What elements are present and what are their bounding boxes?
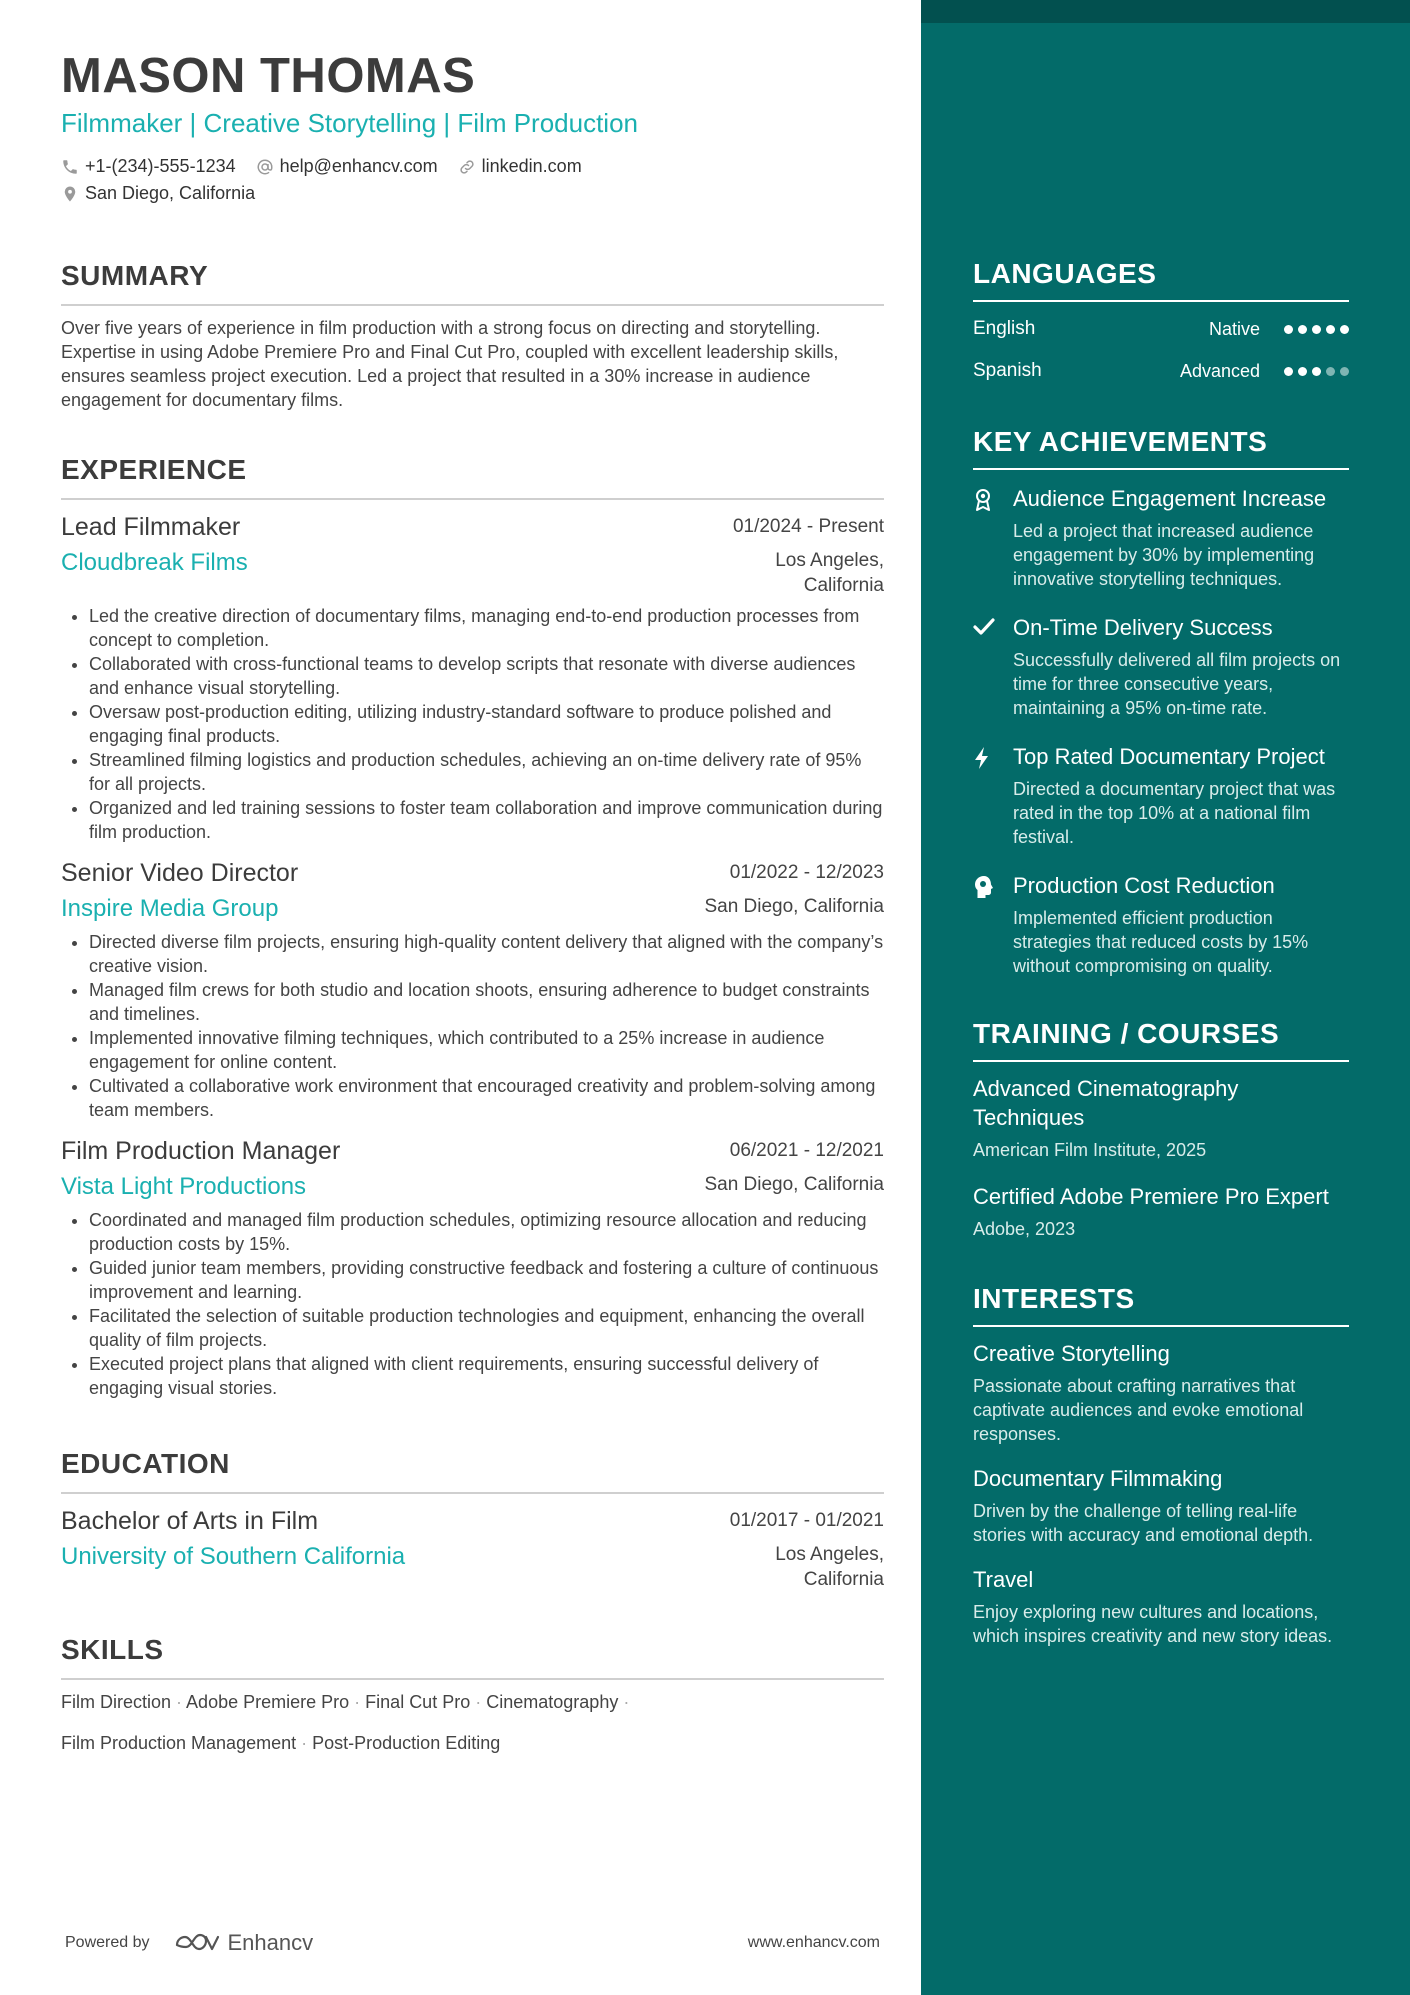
course-provider: Adobe, 2023 bbox=[973, 1219, 1076, 1239]
training-heading: TRAINING / COURSES bbox=[973, 1018, 1280, 1049]
footer bbox=[65, 1930, 880, 1956]
job-entry bbox=[61, 856, 884, 1122]
interest-item bbox=[973, 1565, 1349, 1648]
job-title: Lead Filmmaker bbox=[61, 513, 241, 541]
tagline: Filmmaker | Creative Storytelling | Film Production bbox=[61, 108, 639, 138]
school-name: University of Southern California bbox=[61, 1543, 406, 1570]
bullet-item: • Facilitated the selection of suitable production technologies and equipment, enhancing the overall quality of film projects. bbox=[89, 1304, 884, 1352]
training-section bbox=[973, 1016, 1349, 1241]
achievement-desc: Successfully delivered all film projects on time for three consecutive years, maintaining a 95% on-time rate. bbox=[1013, 650, 1341, 718]
achievement-desc: Directed a documentary project that was rated in the top 10% at a national film festival. bbox=[1013, 779, 1336, 847]
bullet-item: • Guided junior team members, providing constructive feedback and fostering a culture of continuous improvement and learning. bbox=[89, 1256, 884, 1304]
bullet-item: • Oversaw post-production editing, utilizing industry-standard software to produce polished and engaging final products. bbox=[89, 700, 884, 748]
interest-title: Travel bbox=[973, 1567, 1034, 1592]
section-divider bbox=[61, 1678, 884, 1680]
achievement-desc: Implemented efficient production strategies that reduced costs by 15% without compromising on quality. bbox=[1013, 908, 1309, 976]
achievement-title: On-Time Delivery Success bbox=[1013, 615, 1273, 640]
proficiency-dot-filled bbox=[1312, 325, 1321, 334]
education-entry bbox=[61, 1504, 884, 1592]
bullet-item: • Collaborated with cross-functional teams to develop scripts that resonate with diverse audiences and enhance visual storytelling. bbox=[89, 652, 884, 700]
job-date: 06/2021 - 12/2021 bbox=[729, 1140, 884, 1161]
bullet-item: • Cultivated a collaborative work environment that encouraged creativity and problem-solving among team members. bbox=[89, 1074, 884, 1122]
at-sign-icon bbox=[256, 158, 274, 176]
section-divider bbox=[973, 468, 1349, 470]
job-location-line-1: Los Angeles, bbox=[775, 550, 884, 571]
language-name: Spanish bbox=[973, 360, 1042, 381]
summary-text: Over five years of experience in film production with a strong focus on directing and storytelling. Expertise in using Adobe Premiere Pro and Final Cut Pro, coupled with excellent leadership skills, ensures seamless project execution. Led a project that resulted in a 30% increase in audience engagement for documentary films. bbox=[61, 318, 839, 410]
checkmark-icon bbox=[973, 613, 1013, 720]
skills-line-2 bbox=[61, 1723, 884, 1764]
achievement-title: Production Cost Reduction bbox=[1013, 873, 1275, 898]
skill-separator: · bbox=[301, 1733, 308, 1753]
proficiency-dot-filled bbox=[1284, 325, 1293, 334]
powered-by-label: Powered by bbox=[65, 1934, 150, 1951]
enhancv-logo-icon bbox=[174, 1931, 220, 1955]
achievement-item bbox=[973, 484, 1349, 591]
section-divider bbox=[973, 300, 1349, 302]
bullet-item: • Managed film crews for both studio and location shoots, ensuring adherence to budget constraints and timelines. bbox=[89, 978, 884, 1026]
proficiency-dot-filled bbox=[1340, 325, 1349, 334]
language-level: Native bbox=[1208, 318, 1260, 339]
interest-desc: Driven by the challenge of telling real-life stories with accuracy and emotional depth. bbox=[973, 1501, 1314, 1545]
enhancv-logo[interactable] bbox=[174, 1930, 314, 1956]
skill-item: Adobe Premiere Pro bbox=[186, 1692, 350, 1712]
job-title: Senior Video Director bbox=[61, 859, 299, 887]
lightning-bolt-icon bbox=[973, 742, 1013, 849]
interest-item bbox=[973, 1339, 1349, 1446]
skills-line-1 bbox=[61, 1682, 884, 1723]
education-section bbox=[61, 1446, 884, 1592]
contact-linkedin[interactable] bbox=[458, 156, 582, 177]
languages-heading: LANGUAGES bbox=[973, 258, 1157, 289]
achievement-item bbox=[973, 613, 1349, 720]
course-title: Advanced Cinematography Techniques bbox=[973, 1076, 1239, 1130]
contact-row-2 bbox=[61, 183, 884, 204]
email-text: help@enhancv.com bbox=[279, 156, 438, 176]
company-name: Vista Light Productions bbox=[61, 1173, 307, 1200]
course-item bbox=[973, 1182, 1349, 1241]
job-bullets bbox=[61, 1208, 884, 1400]
section-divider bbox=[61, 304, 884, 306]
bullet-item: • Streamlined filming logistics and production schedules, achieving an on-time delivery rate of 95% for all projects. bbox=[89, 748, 884, 796]
company-name: Cloudbreak Films bbox=[61, 549, 248, 576]
main-content bbox=[61, 48, 884, 1764]
proficiency-dot-filled bbox=[1326, 325, 1335, 334]
skill-item: Film Production Management bbox=[61, 1733, 297, 1753]
job-title: Film Production Manager bbox=[61, 1137, 341, 1165]
proficiency-dots bbox=[1284, 367, 1349, 376]
achievements-heading: KEY ACHIEVEMENTS bbox=[973, 426, 1268, 457]
interest-item bbox=[973, 1464, 1349, 1547]
school-location-line-2: California bbox=[803, 1569, 884, 1590]
job-date: 01/2022 - 12/2023 bbox=[729, 862, 884, 883]
head-brain-icon bbox=[973, 871, 1013, 978]
skill-separator: · bbox=[475, 1692, 482, 1712]
summary-heading: SUMMARY bbox=[61, 260, 209, 291]
skill-item: Final Cut Pro bbox=[365, 1692, 471, 1712]
achievement-item bbox=[973, 871, 1349, 978]
interest-title: Documentary Filmmaking bbox=[973, 1466, 1223, 1491]
achievements-section bbox=[973, 424, 1349, 978]
language-row bbox=[973, 318, 1349, 340]
skill-separator: · bbox=[176, 1692, 183, 1712]
interests-section bbox=[973, 1281, 1349, 1648]
course-provider: American Film Institute, 2025 bbox=[973, 1140, 1207, 1160]
skill-item: Film Direction bbox=[61, 1692, 172, 1712]
section-divider bbox=[973, 1325, 1349, 1327]
section-divider bbox=[61, 498, 884, 500]
proficiency-dots bbox=[1284, 325, 1349, 334]
contact-phone bbox=[61, 156, 236, 177]
location-text: San Diego, California bbox=[85, 183, 256, 203]
phone-text: +1-(234)-555-1234 bbox=[85, 156, 236, 176]
bullet-item: • Organized and led training sessions to foster team collaboration and improve communication during film production. bbox=[89, 796, 884, 844]
job-location: San Diego, California bbox=[704, 896, 884, 917]
interest-title: Creative Storytelling bbox=[973, 1341, 1170, 1366]
achievement-desc: Led a project that increased audience engagement by 30% by implementing innovative storytelling techniques. bbox=[1013, 521, 1315, 589]
brand-name: Enhancv bbox=[227, 1930, 314, 1955]
proficiency-dot-filled bbox=[1312, 367, 1321, 376]
skills-section bbox=[61, 1632, 884, 1764]
candidate-name: MASON THOMAS bbox=[61, 49, 476, 103]
sidebar-top-bar bbox=[921, 0, 1410, 23]
bullet-item: • Executed project plans that aligned with client requirements, ensuring successful delivery of engaging visual stories. bbox=[89, 1352, 884, 1400]
skills-heading: SKILLS bbox=[61, 1634, 164, 1665]
language-name: English bbox=[973, 318, 1036, 339]
contact-email[interactable] bbox=[256, 156, 438, 177]
proficiency-dot-filled bbox=[1284, 367, 1293, 376]
award-ribbon-icon bbox=[973, 484, 1013, 591]
link-icon bbox=[458, 158, 476, 176]
sidebar-content bbox=[973, 256, 1349, 1648]
proficiency-dot-filled bbox=[1298, 325, 1307, 334]
location-pin-icon bbox=[61, 185, 79, 203]
job-date: 01/2024 - Present bbox=[732, 516, 884, 537]
achievement-title: Top Rated Documentary Project bbox=[1013, 744, 1325, 769]
job-location bbox=[775, 548, 884, 598]
school-location bbox=[775, 1542, 884, 1592]
school-location-line-1: Los Angeles, bbox=[775, 1544, 884, 1565]
experience-heading: EXPERIENCE bbox=[61, 454, 247, 485]
bullet-item: • Led the creative direction of documentary films, managing end-to-end production processes from concept to completion. bbox=[89, 604, 884, 652]
achievement-title: Audience Engagement Increase bbox=[1013, 486, 1327, 511]
section-divider bbox=[973, 1060, 1349, 1062]
job-bullets bbox=[61, 604, 884, 844]
education-heading: EDUCATION bbox=[61, 1448, 230, 1479]
skill-item: Cinematography bbox=[486, 1692, 619, 1712]
language-row bbox=[973, 360, 1349, 382]
company-name: Inspire Media Group bbox=[61, 895, 279, 922]
proficiency-dot-empty bbox=[1340, 367, 1349, 376]
bullet-item: • Implemented innovative filming techniques, which contributed to a 25% increase in audience engagement for online content. bbox=[89, 1026, 884, 1074]
interest-desc: Passionate about crafting narratives that captivate audiences and evoke emotional responses. bbox=[973, 1376, 1304, 1444]
skill-separator: · bbox=[623, 1692, 630, 1712]
section-divider bbox=[61, 1492, 884, 1494]
contact-location bbox=[61, 183, 255, 204]
job-location-line-2: California bbox=[803, 575, 884, 596]
contact-row bbox=[61, 156, 884, 177]
degree-title: Bachelor of Arts in Film bbox=[61, 1507, 319, 1535]
languages-section bbox=[973, 256, 1349, 382]
skill-item: Post-Production Editing bbox=[312, 1733, 501, 1753]
phone-icon bbox=[61, 158, 79, 176]
course-item bbox=[973, 1074, 1349, 1162]
interests-heading: INTERESTS bbox=[973, 1283, 1135, 1314]
bullet-item: • Coordinated and managed film production schedules, optimizing resource allocation and reducing production costs by 15%. bbox=[89, 1208, 884, 1256]
job-bullets bbox=[61, 930, 884, 1122]
course-title: Certified Adobe Premiere Pro Expert bbox=[973, 1184, 1329, 1209]
job-entry bbox=[61, 1134, 884, 1400]
experience-section bbox=[61, 452, 884, 1400]
achievement-item bbox=[973, 742, 1349, 849]
skill-separator: · bbox=[354, 1692, 361, 1712]
job-entry bbox=[61, 510, 884, 844]
linkedin-text: linkedin.com bbox=[481, 156, 582, 176]
job-location: San Diego, California bbox=[704, 1174, 884, 1195]
language-level: Advanced bbox=[1179, 360, 1260, 381]
proficiency-dot-filled bbox=[1298, 367, 1307, 376]
proficiency-dot-empty bbox=[1326, 367, 1335, 376]
education-date: 01/2017 - 01/2021 bbox=[729, 1510, 884, 1531]
website-link[interactable]: www.enhancv.com bbox=[747, 1934, 880, 1951]
interest-desc: Enjoy exploring new cultures and locations, which inspires creativity and new story ideas. bbox=[973, 1602, 1333, 1646]
bullet-item: • Directed diverse film projects, ensuring high-quality content delivery that aligned with the company’s creative vision. bbox=[89, 930, 884, 978]
sidebar bbox=[921, 0, 1410, 1995]
summary-section bbox=[61, 258, 884, 412]
